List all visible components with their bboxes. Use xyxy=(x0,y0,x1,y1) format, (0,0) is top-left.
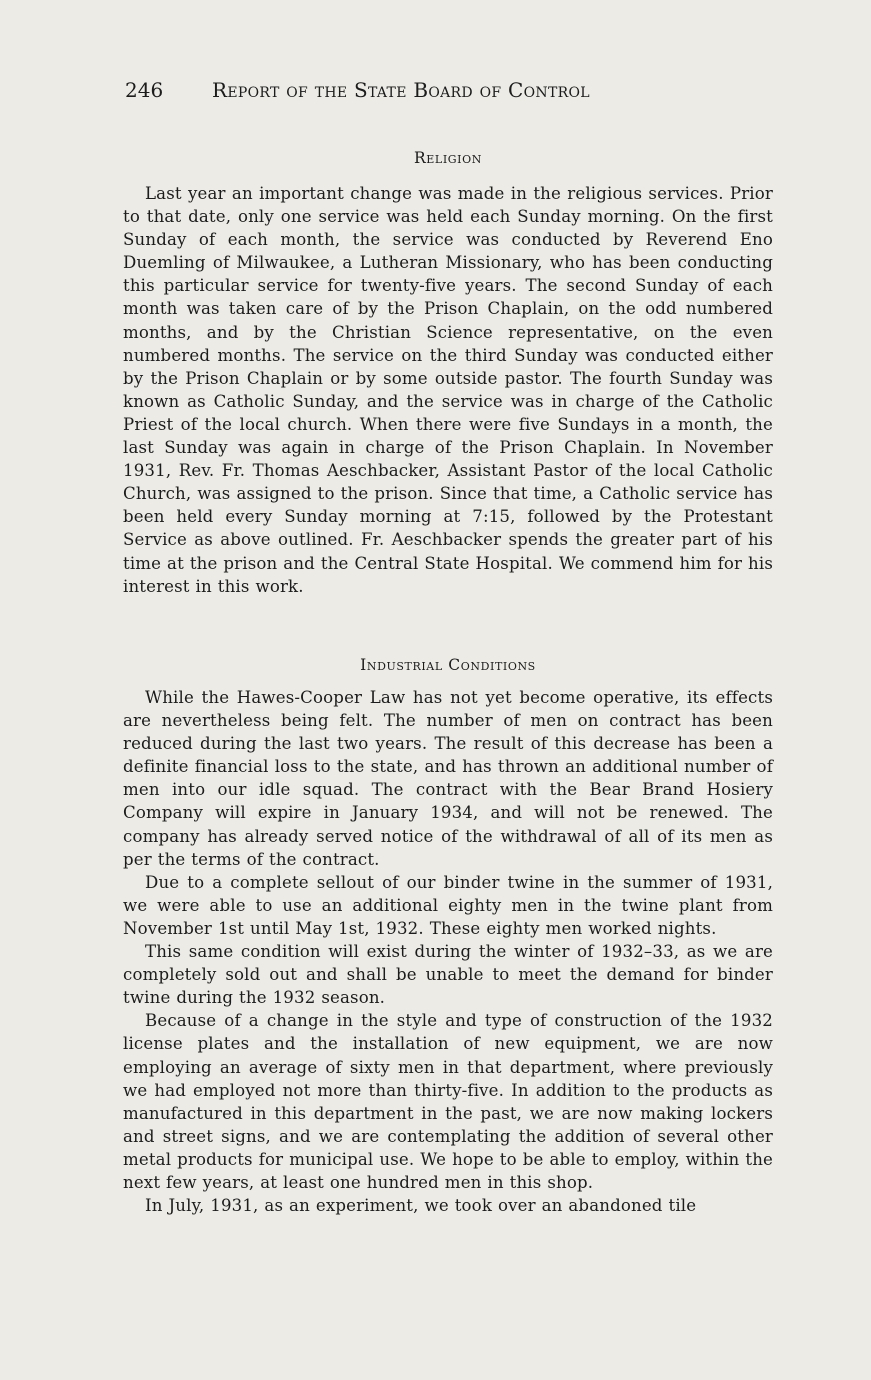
document-page xyxy=(123,0,773,1380)
paragraph: In July, 1931, as an experiment, we took over an abandoned tile xyxy=(145,1196,697,1216)
report-title: Report of the State Board of Control xyxy=(212,78,590,102)
section-heading-religion: Religion xyxy=(414,149,482,167)
page-number: 246 xyxy=(125,78,164,102)
paragraph: Because of a change in the style and type of construction of the 1932 license plates and the installation of new equipment, we are now employing an average of sixty men in that department, where previously we had employed not more than thirty-five. In addition to the products as manufactured in this department in the past, we are now making lockers and street signs, and we are contemplating the addition of several other metal products for municipal use. We hope to be able to employ, within the next few years, at least one hundred men in this shop. xyxy=(123,1011,773,1192)
paragraph: Last year an important change was made in the religious services. Prior to that date, only one service was held each Sunday morning. On the first Sunday of each month, the service was conducted by Reverend Eno Duemling of Milwaukee, a Lutheran Missionary, who has been conducting this particular service for twenty-five years. The second Sunday of each month was taken care of by the Prison Chaplain, on the odd numbered months, and by the Christian Science representative, on the even numbered months. The service on the third Sunday was conducted either by the Prison Chaplain or by some outside pastor. The fourth Sunday was known as Catholic Sunday, and the service was in charge of the Catholic Priest of the local church. When there were five Sundays in a month, the last Sunday was again in charge of the Prison Chaplain. In November 1931, Rev. Fr. Thomas Aeschbacker, Assistant Pastor of the local Catholic Church, was assigned to the prison. Since that time, a Catholic service has been held every Sunday morning at 7:15, followed by the Protestant Service as above outlined. Fr. Aeschbacker spends the greater part of his time at the prison and the Central State Hospital. We commend him for his interest in this work. xyxy=(123,184,773,596)
industrial-section-body xyxy=(123,686,773,1217)
section-heading-industrial-conditions: Industrial Conditions xyxy=(360,656,536,674)
religion-section-body xyxy=(123,182,773,598)
paragraph: This same condition will exist during the winter of 1932–33, as we are completely sold out and shall be unable to meet the demand for binder twine during the 1932 season. xyxy=(123,942,773,1008)
running-header xyxy=(123,76,773,104)
paragraph: Due to a complete sellout of our binder twine in the summer of 1931, we were able to use an additional eighty men in the twine plant from November 1st until May 1st, 1932. These eighty men worked nights. xyxy=(123,872,773,938)
paragraph: While the Hawes-Cooper Law has not yet become operative, its effects are nevertheless being felt. The number of men on contract has been reduced during the last two years. The result of this decrease has been a definite financial loss to the state, and has thrown an additional number of men into our idle squad. The contract with the Bear Brand Hosiery Company will expire in January 1934, and will not be renewed. The company has already served notice of the withdrawal of all of its men as per the terms of the contract. xyxy=(123,688,773,869)
